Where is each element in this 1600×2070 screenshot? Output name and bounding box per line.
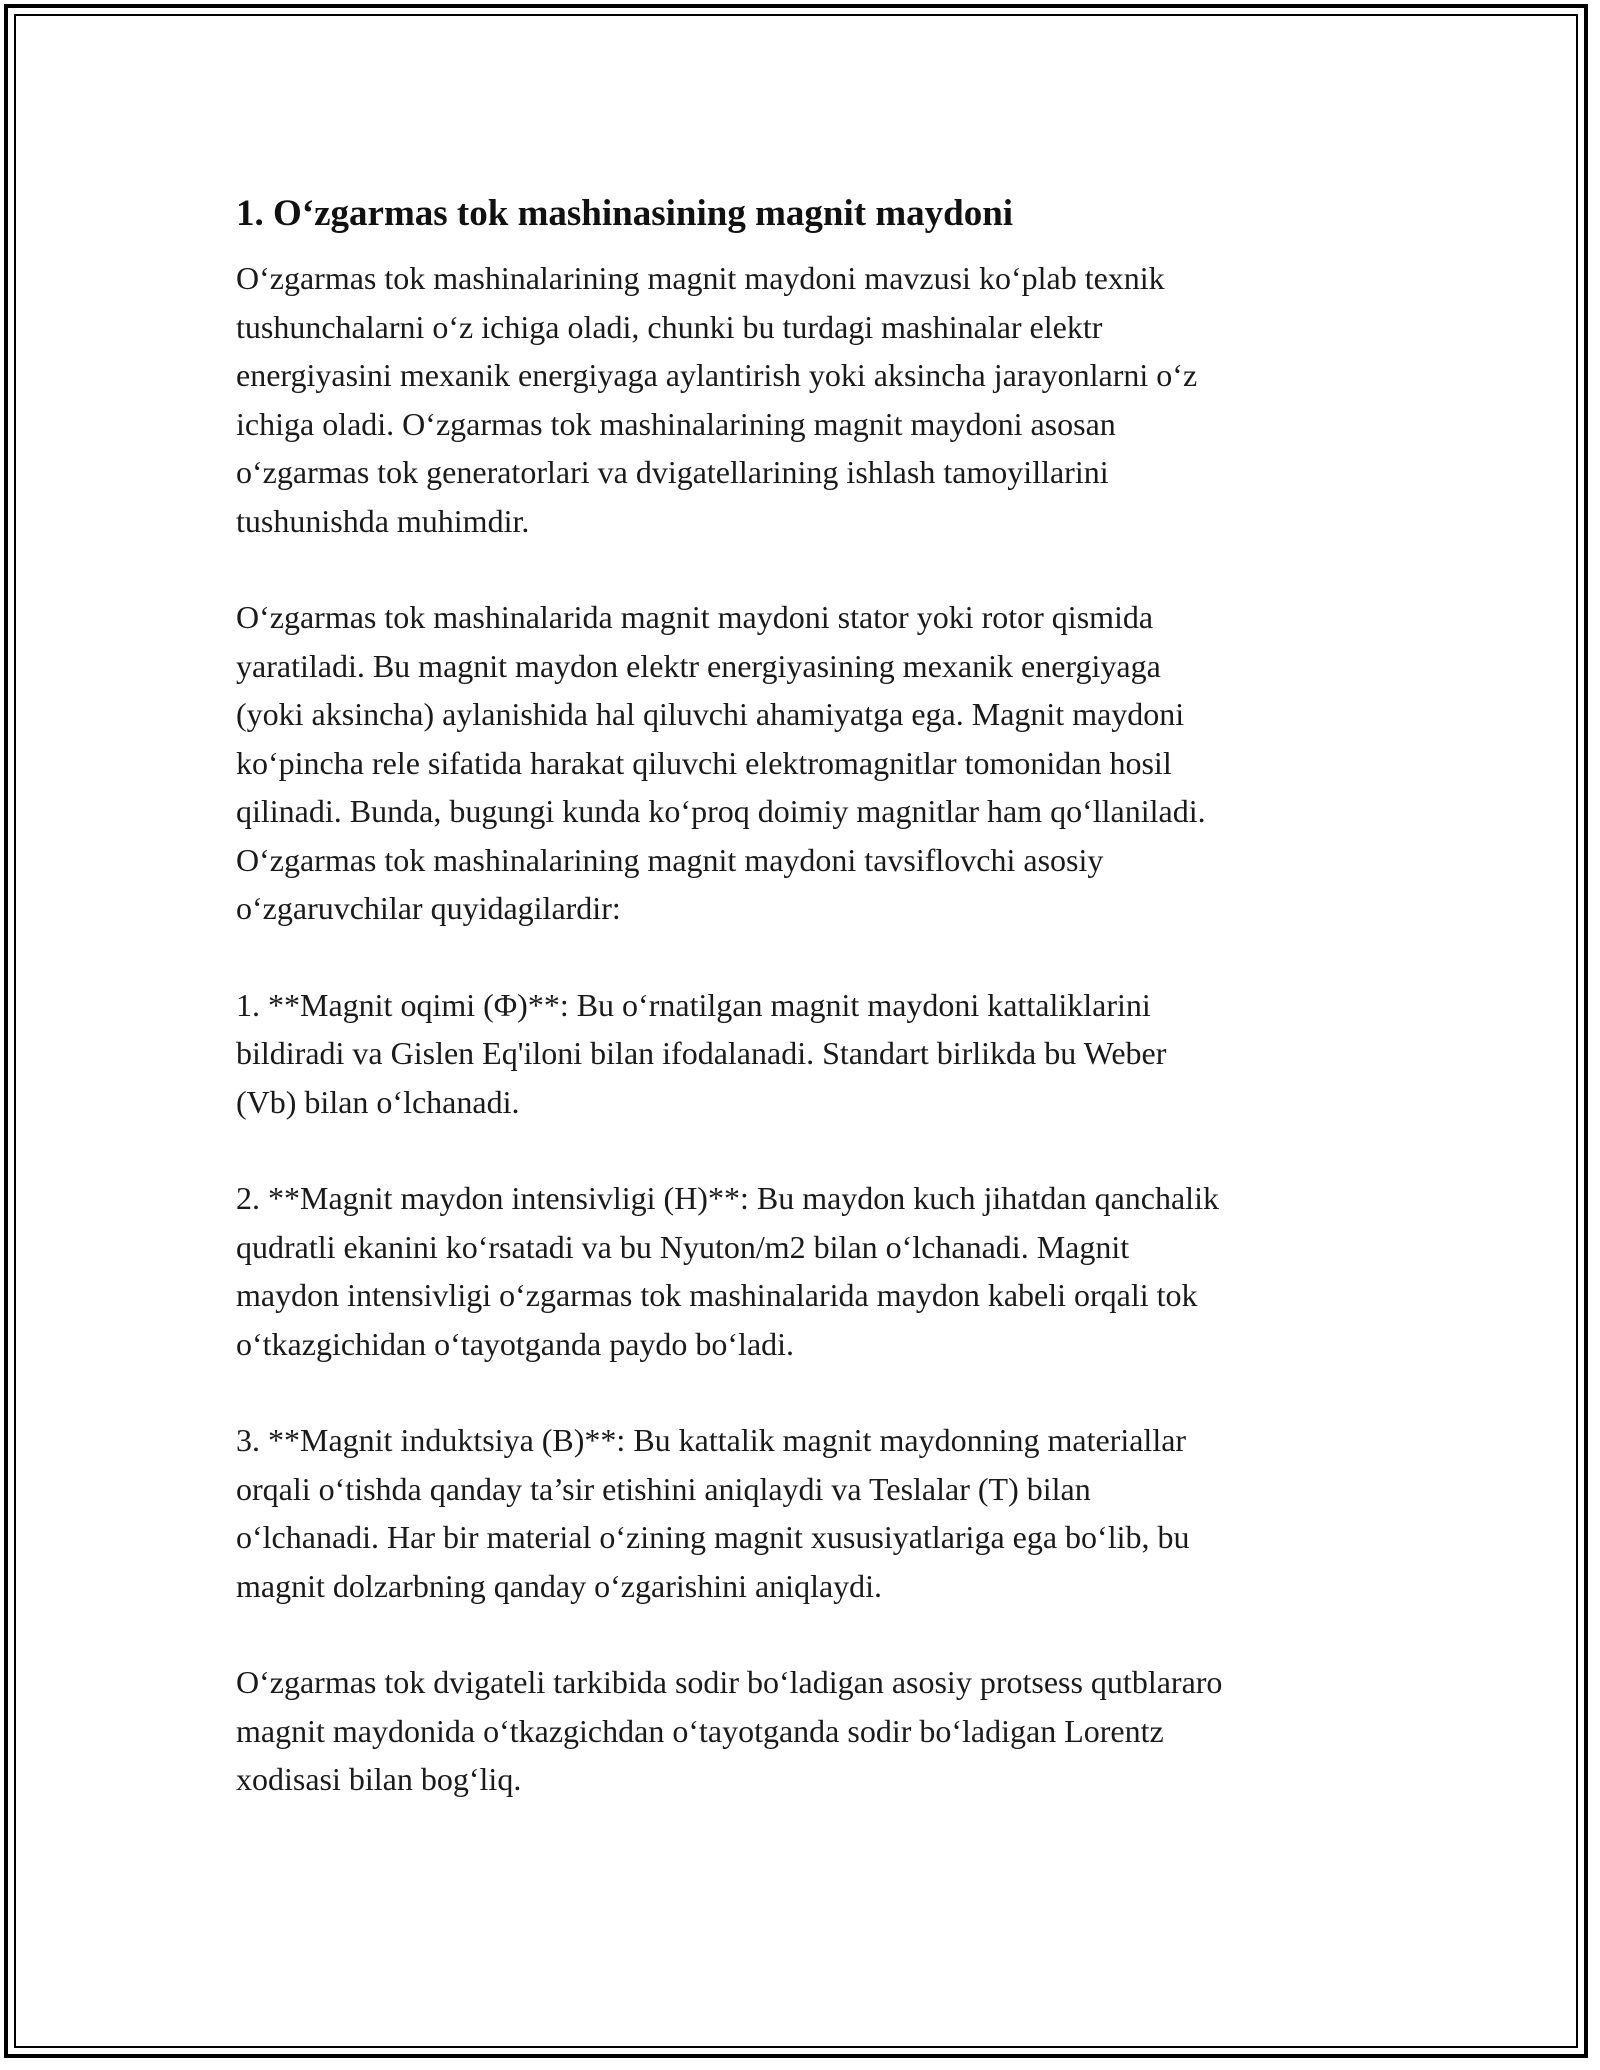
paragraph-lorentz <box>236 1658 1376 1804</box>
text-line: tushunishda muhimdir. <box>236 502 530 539</box>
text-line: 2. **Magnit maydon intensivligi (H)**: Bu maydon kuch jihatdan qanchalik <box>236 1180 1219 1216</box>
text-line: (Vb) bilan o‘lchanadi. <box>236 1083 520 1120</box>
text-line: qilinadi. Bunda, bugungi kunda ko‘proq doimiy magnitlar ham qo‘llaniladi. <box>236 793 1206 829</box>
text-line: ichiga oladi. O‘zgarmas tok mashinalarining magnit maydoni asosan <box>236 405 1116 442</box>
text-line: xodisasi bilan bog‘liq. <box>236 1761 522 1797</box>
document-body <box>236 188 1376 1852</box>
text-line: yaratiladi. Bu magnit maydon elektr energiyasining mexanik energiyaga <box>236 647 1161 684</box>
paragraph-item-flux <box>236 981 1376 1127</box>
text-line: 3. **Magnit induktsiya (B)**: Bu kattalik magnit maydonning materiallar <box>236 1422 1187 1458</box>
text-line: magnit maydonida o‘tkazgichdan o‘tayotganda sodir bo‘ladigan Lorentz <box>236 1712 1164 1749</box>
document-title: 1. O‘zgarmas tok mashinasining magnit maydoni <box>236 193 1014 234</box>
text-line: O‘zgarmas tok mashinalarida magnit maydoni stator yoki rotor qismida <box>236 599 1154 635</box>
text-line: tushunchalarni o‘z ichiga oladi, chunki bu turdagi mashinalar elektr <box>236 308 1103 345</box>
text-line: maydon intensivligi o‘zgarmas tok mashinalarida maydon kabeli orqali tok <box>236 1277 1198 1313</box>
text-line: orqali o‘tishda qanday ta’sir etishini aniqlaydi va Teslalar (T) bilan <box>236 1470 1091 1507</box>
text-line: bildiradi va Gislen Eq'iloni bilan ifodalanadi. Standart birlikda bu Weber <box>236 1035 1167 1071</box>
text-line: o‘lchanadi. Har bir material o‘zining magnit xususiyatlariga ega bo‘lib, bu <box>236 1519 1190 1555</box>
text-line: magnit dolzarbning qanday o‘zgarishini aniqlaydi. <box>236 1567 883 1604</box>
text-line: O‘zgarmas tok mashinalarining magnit maydoni tavsiflovchi asosiy <box>236 841 1104 878</box>
text-line: O‘zgarmas tok dvigateli tarkibida sodir bo‘ladigan asosiy protsess qutblararo <box>236 1664 1223 1700</box>
text-line: (yoki aksincha) aylanishida hal qiluvchi ahamiyatga ega. Magnit maydoni <box>236 696 1185 732</box>
paragraph-item-induction <box>236 1416 1376 1610</box>
text-line: ko‘pincha rele sifatida harakat qiluvchi elektromagnitlar tomonidan hosil <box>236 744 1172 781</box>
paragraph-intro <box>236 254 1376 545</box>
text-line: o‘zgaruvchilar quyidagilardir: <box>236 890 621 926</box>
text-line: 1. **Magnit oqimi (Φ)**: Bu o‘rnatilgan magnit maydoni kattaliklarini <box>236 986 1151 1023</box>
text-line: qudratli ekanini ko‘rsatadi va bu Nyuton/m2 bilan o‘lchanadi. Magnit <box>236 1228 1130 1265</box>
text-line: o‘zgarmas tok generatorlari va dvigatellarining ishlash tamoyillarini <box>236 454 1109 490</box>
paragraph-field-source <box>236 593 1376 933</box>
paragraph-item-intensity <box>236 1174 1376 1368</box>
text-line: o‘tkazgichidan o‘tayotganda paydo bo‘ladi. <box>236 1325 795 1362</box>
text-line: energiyasini mexanik energiyaga aylantirish yoki aksincha jarayonlarni o‘z <box>236 357 1198 393</box>
text-line: O‘zgarmas tok mashinalarining magnit maydoni mavzusi ko‘plab texnik <box>236 260 1165 296</box>
